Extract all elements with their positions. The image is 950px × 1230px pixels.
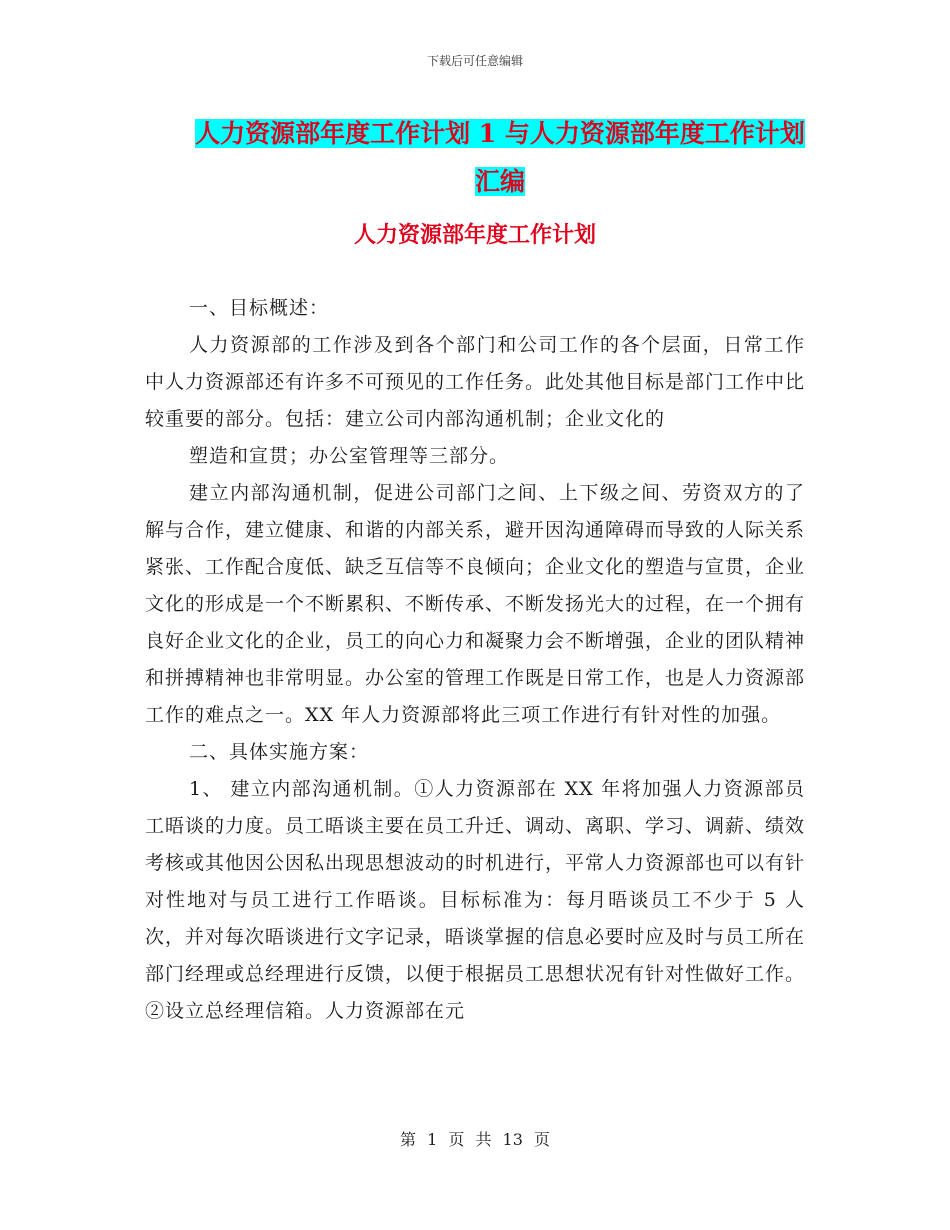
- section-title: 人力资源部年度工作计划: [353, 222, 596, 248]
- document-body: [145, 290, 805, 1030]
- page-header-note: 下载后可任意编辑: [426, 54, 523, 68]
- page-number: 第 1 页 共 13 页: [400, 1130, 550, 1149]
- paragraph: 1、 建立内部沟通机制。①人力资源部在 XX 年将加强人力资源部员工晤谈的力度。员工晤谈主要在员工升迁、调动、离职、学习、调薪、绩效考核或其他因公因私出现思想波动的时机进行，平常人力资源部也可以有针对性地对与员工进行工作晤谈。目标标准为：每月晤谈员工不少于 5 人次，并对每次晤谈进行文字记录，晤谈掌握的信息必要时应及时与员工所在部门经理或总经理进行反馈，以便于根据员工思想状况有针对性做好工作。②设立总经理信箱。人力资源部在元: [145, 778, 806, 1022]
- document-title-text: 人力资源部年度工作计划 1 与人力资源部年度工作计划汇编: [195, 119, 805, 196]
- document-title: [190, 110, 810, 206]
- paragraph: 建立内部沟通机制，促进公司部门之间、上下级之间、劳资双方的了解与合作，建立健康、和谐的内部关系，避开因沟通障碍而导致的人际关系紧张、工作配合度低、缺乏互信等不良倾向；企业文化的塑造与宣贯，企业文化的形成是一个不断累积、不断传承、不断发扬光大的过程，在一个拥有良好企业文化的企业，员工的向心力和凝聚力会不断增强，企业的团队精神和拼搏精神也非常明显。办公室的管理工作既是日常工作，也是人力资源部工作的难点之一。XX 年人力资源部将此三项工作进行有针对性的加强。: [145, 482, 806, 726]
- paragraph: 塑造和宣贯；办公室管理等三部分。: [189, 445, 510, 467]
- heading-goal-overview: 一、目标概述：: [189, 297, 330, 319]
- paragraph: 人力资源部的工作涉及到各个部门和公司工作的各个层面，日常工作中人力资源部还有许多不可预见的工作任务。此处其他目标是部门工作中比较重要的部分。包括：建立公司内部沟通机制；企业文化的: [145, 334, 806, 430]
- heading-implementation-plan: 二、具体实施方案：: [189, 741, 370, 763]
